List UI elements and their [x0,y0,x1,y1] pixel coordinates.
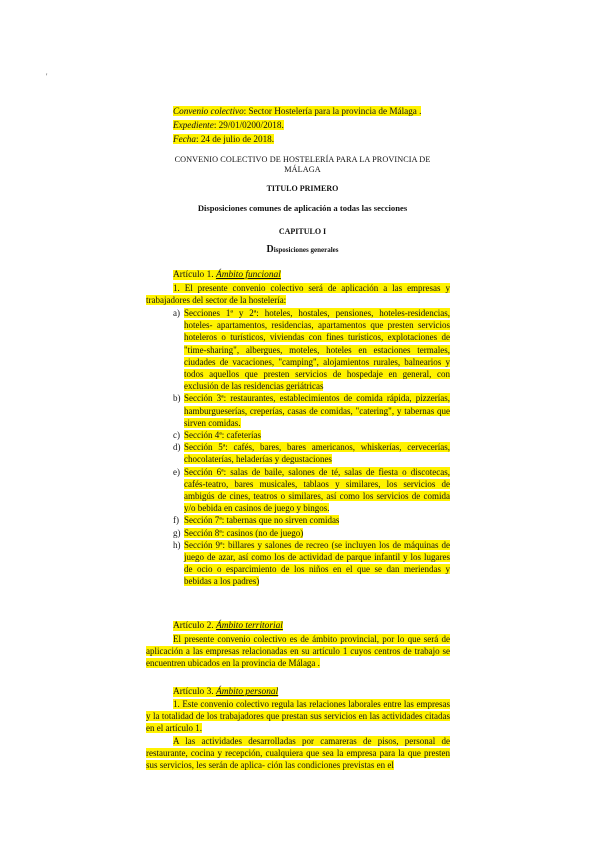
disposiciones-generales-rest: isposiciones generales [273,246,339,254]
articulo-1-title: Ámbito funcional [215,270,281,280]
articulo-1-intro-text: 1. El presente convenio colectivo será de aplicación a las empresas y trabajadores del sector de la hostelería: [146,283,450,306]
list-item [173,392,450,429]
list-item-text: Sección 8ª: casinos (no de juego) [184,527,304,538]
list-item-marker: f) [173,515,179,526]
list-item [173,441,450,465]
articulo-3-number: Artículo 3. [173,687,214,697]
expediente-value: : 29/01/0200/2018. [213,120,284,130]
list-item-text: Secciones 1ª y 2ª: hoteles, hostales, pensiones, hoteles-residencias, hoteles- apartamentos, residencias, apartamentos que presten servicios hoteleros o turísticos, viviendas con fines turísticos, explotaciones de "time-sharing", albergues, moteles, hoteles en estaciones termales, ciudades de vacaciones, "camping", alojamientos rurales, balnearios y todos aquellos que presten servicios de hospedaje en general, con exclusión de las residencias geriátricas [184,308,450,392]
list-item-text: Sección 6ª: salas de baile, salones de té, salas de fiesta o discotecas, cafés-teatro, bares musicales, tablaos y similares, los servicios de ambigús de cines, teatros o similares, así como los servicios de comida y/o bebida en casinos de juego y bingos. [184,466,450,514]
list-item-marker: h) [173,539,181,550]
disposiciones-generales-initial: D [266,244,274,255]
articulo-1-intro [146,282,450,306]
list-item-text: Sección 4ª: cafeterías [184,430,261,441]
list-item [173,429,450,441]
articulo-3-p1-text: 1. Este convenio colectivo regula las relaciones laborales entre las empresas y la totalidad de los trabajadores que prestan sus servicios en las actividades citadas en el artículo 1. [146,699,450,734]
list-item-marker: c) [173,430,180,441]
disposiciones-generales-heading [165,244,440,255]
capitulo-heading: CAPITULO I [278,227,327,236]
articulo-3-title: Ámbito personal [215,687,279,697]
articulo-1-number: Artículo 1. [173,270,214,280]
articulo-2-text: El presente convenio colectivo es de ámbito provincial, por lo que será de aplicación a las empresas relacionadas en su artículo 1 cuyos centros de trabajo se encuentren ubicados en la provincia de Málaga . [146,634,450,669]
articulo-1-heading [173,269,281,281]
fecha-line [173,133,274,146]
fecha-label: Fecha [173,134,196,144]
list-item-text: Sección 5ª: cafés, bares, bares americanos, whiskerías, cervecerías, chocolaterías, heladerías y degustaciones [184,442,450,465]
list-item-marker: d) [173,442,181,453]
titulo-heading: TITULO PRIMERO [266,184,339,193]
list-item-text: Sección 3ª: restaurantes, establecimientos de comida rápida, pizzerías, hamburgueserías, creperías, casas de comidas, "catering", y tabernas que sirven comidas. [184,393,450,428]
list-item [173,527,450,539]
list-item [173,466,450,515]
convenio-value: : Sector Hostelería para la provincia de Málaga . [243,106,422,116]
list-item-marker: a) [173,308,180,318]
list-item [173,539,450,588]
disposiciones-heading: Disposiciones comunes de aplicación a todas las secciones [197,203,408,213]
articulo-2-body [146,633,450,670]
articulo-3-paragraph-2 [146,735,450,772]
expediente-line [173,119,284,132]
fecha-value: : 24 de julio de 2018. [195,134,275,144]
list-item-marker: b) [173,393,181,404]
list-item-text: Sección 7ª: tabernas que no sirven comidas [184,515,340,526]
convenio-label: Convenio colectivo [173,106,244,116]
articulo-2-title: Ámbito territorial [215,621,283,631]
list-item-marker: e) [173,466,180,477]
articulo-3-paragraph-1 [146,698,450,735]
articulo-2-heading [173,620,283,632]
list-item-text: Sección 9ª: billares y salones de recreo (se incluyen los de máquinas de juego de azar, así como los de actividad de parque infantil y los lugares de ocio o esparcimiento de los niños en el que se dan meriendas y bebidas a los padres) [184,539,450,587]
list-item [173,307,450,392]
articulo-3-p2-text: A las actividades desarrolladas por camareras de pisos, personal de restaurante, cocina y recepción, cualquiera que sea la empresa para la que presten sus servicios, les serán de aplica- ción las condiciones previstas en el [146,736,450,771]
expediente-label: Expediente [173,120,214,130]
stray-mark: ' [46,72,48,81]
articulo-1-list [173,307,450,588]
list-item-marker: g) [173,527,181,538]
list-item [173,514,450,526]
convenio-line [173,105,421,118]
articulo-3-heading [173,686,278,698]
convenio-title: CONVENIO COLECTIVO DE HOSTELERÍA PARA LA PROVINCIA DE MÁLAGA [174,155,431,174]
articulo-2-number: Artículo 2. [173,621,214,631]
